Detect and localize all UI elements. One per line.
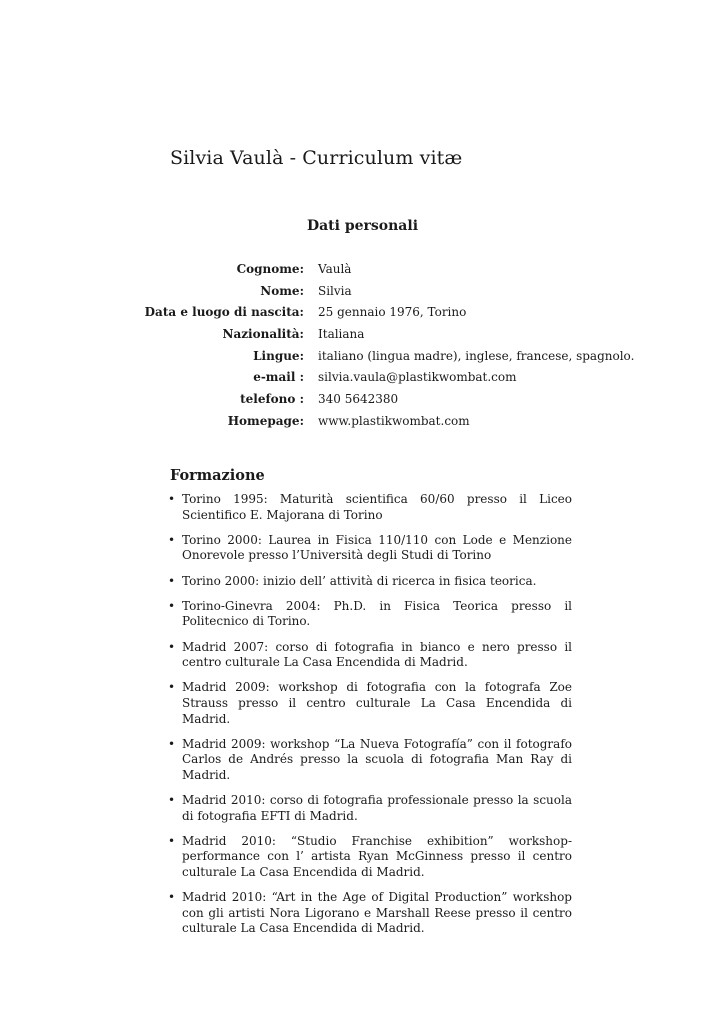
personal-row-name bbox=[150, 283, 670, 305]
surname-value: Vaulà bbox=[318, 262, 352, 276]
name-value: Silvia bbox=[318, 283, 352, 298]
education-list bbox=[168, 492, 572, 947]
education-entry: Madrid 2009: workshop “La Nueva Fotografía” con il fotografo Carlos de Andrés presso la scuola di fotografia Man Ray di Madrid. bbox=[182, 736, 572, 782]
personal-row-nationality bbox=[150, 326, 670, 348]
bullet-icon: • bbox=[168, 793, 176, 808]
bullet-icon: • bbox=[168, 532, 176, 547]
email-label: e-mail : bbox=[253, 370, 304, 385]
list-item bbox=[168, 640, 572, 671]
list-item bbox=[168, 793, 572, 824]
bullet-icon: • bbox=[168, 833, 176, 848]
birth-value: 25 gennaio 1976, Torino bbox=[318, 305, 467, 320]
list-item bbox=[168, 680, 572, 727]
personal-row-email bbox=[150, 369, 670, 391]
phone-value: 340 5642380 bbox=[318, 392, 399, 407]
list-item bbox=[168, 492, 572, 523]
personal-row-languages bbox=[150, 348, 670, 370]
surname-label: Cognome: bbox=[236, 262, 304, 276]
personal-row-surname bbox=[150, 261, 670, 283]
phone-label: telefono : bbox=[240, 392, 304, 407]
education-heading: Formazione bbox=[170, 467, 265, 484]
bullet-icon: • bbox=[168, 736, 176, 751]
education-entry: Madrid 2010: “Studio Franchise exhibition” workshop-performance con l’ artista Ryan McGinness presso il centro culturale La Casa Encendida di Madrid. bbox=[182, 833, 572, 880]
list-item bbox=[168, 574, 572, 590]
languages-value: italiano (lingua madre), inglese, francese, spagnolo. bbox=[318, 348, 635, 363]
education-entry: Madrid 2010: corso di fotografia professionale presso la scuola di fotografia EFTI di Madrid. bbox=[182, 793, 572, 823]
bullet-icon: • bbox=[168, 598, 176, 613]
bullet-icon: • bbox=[168, 639, 176, 654]
education-entry: Madrid 2007: corso di fotografia in bianco e nero presso il centro culturale La Casa Encendida di Madrid. bbox=[182, 639, 572, 670]
languages-label: Lingue: bbox=[253, 348, 304, 363]
education-entry: Madrid 2010: “Art in the Age of Digital Production” workshop con gli artisti Nora Ligorano e Marshall Reese presso il centro culturale La Casa Encendida di Madrid. bbox=[182, 890, 572, 936]
birth-label: Data e luogo di nascita: bbox=[144, 305, 304, 320]
personal-row-homepage bbox=[150, 413, 670, 435]
personal-row-phone bbox=[150, 391, 670, 413]
education-entry: Torino-Ginevra 2004: Ph.D. in Fisica Teorica presso il Politecnico di Torino. bbox=[182, 598, 572, 629]
personal-data-heading: Dati personali bbox=[306, 218, 419, 234]
list-item bbox=[168, 599, 572, 630]
bullet-icon: • bbox=[168, 492, 176, 506]
education-entry: Madrid 2009: workshop di fotografia con la fotografa Zoe Strauss presso il centro culturale La Casa Encendida di Madrid. bbox=[182, 680, 572, 726]
bullet-icon: • bbox=[168, 680, 176, 695]
document-title: Silvia Vaulà - Curriculum vitæ bbox=[170, 147, 463, 169]
email-value: silvia.vaula@plastikwombat.com bbox=[318, 370, 517, 385]
list-item bbox=[168, 533, 572, 564]
personal-data-table bbox=[144, 261, 670, 435]
bullet-icon: • bbox=[168, 573, 176, 588]
bullet-icon: • bbox=[168, 890, 176, 905]
name-label: Nome: bbox=[260, 283, 304, 298]
nationality-value: Italiana bbox=[318, 327, 365, 342]
personal-row-birth bbox=[144, 304, 670, 326]
list-item bbox=[168, 890, 572, 937]
education-entry: Torino 1995: Maturità scientifica 60/60 presso il Liceo Scientifico E. Majorana di Torino bbox=[182, 492, 572, 522]
homepage-value: www.plastikwombat.com bbox=[318, 413, 470, 428]
education-entry: Torino 2000: Laurea in Fisica 110/110 con Lode e Menzione Onorevole presso l’Università degli Studi di Torino bbox=[182, 532, 572, 563]
homepage-label: Homepage: bbox=[227, 413, 304, 428]
list-item bbox=[168, 737, 572, 784]
list-item bbox=[168, 834, 572, 881]
education-entry: Torino 2000: inizio dell’ attività di ricerca in fisica teorica. bbox=[182, 573, 537, 588]
nationality-label: Nazionalità: bbox=[222, 327, 304, 342]
